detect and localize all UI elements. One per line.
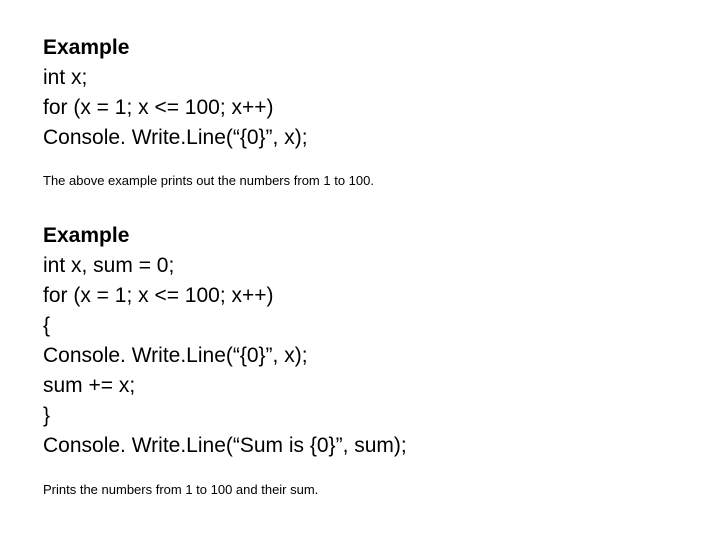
example-2-code-line-7: Console. Write.Line(“Sum is {0}”, sum);: [43, 434, 407, 457]
example-1-heading: Example: [43, 36, 130, 59]
example-2-heading: Example: [43, 224, 130, 247]
example-2-caption: Prints the numbers from 1 to 100 and their sum.: [43, 482, 319, 497]
example-2-code-line-3: {: [43, 314, 51, 337]
example-2: [43, 221, 407, 461]
example-2-code-line-2: for (x = 1; x <= 100; x++): [43, 284, 274, 307]
example-2-code-line-4: Console. Write.Line(“{0}”, x);: [43, 344, 308, 367]
example-2-code-line-6: }: [43, 404, 51, 427]
example-2-code-line-5: sum += x;: [43, 374, 136, 397]
example-1-code-line-2: for (x = 1; x <= 100; x++): [43, 96, 274, 119]
example-1-code-line-3: Console. Write.Line(“{0}”, x);: [43, 126, 308, 149]
example-1: [43, 33, 308, 153]
example-1-code-line-1: int x;: [43, 66, 88, 89]
example-1-caption: The above example prints out the numbers from 1 to 100.: [43, 173, 374, 188]
example-2-code-line-1: int x, sum = 0;: [43, 254, 175, 277]
